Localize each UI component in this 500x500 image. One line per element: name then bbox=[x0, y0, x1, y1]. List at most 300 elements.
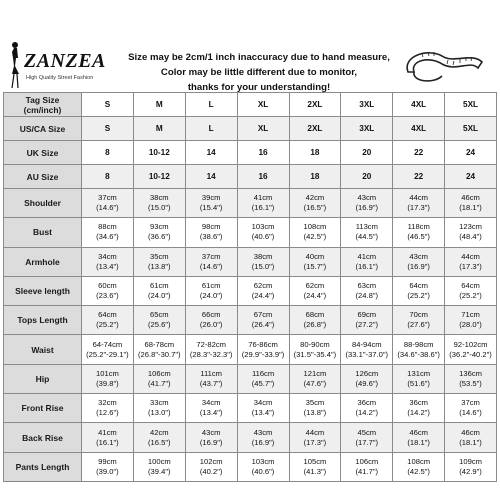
inch-value: (27.2") bbox=[355, 320, 379, 330]
cm-value: 43cm bbox=[357, 193, 377, 203]
cm-value: 39cm bbox=[201, 193, 221, 203]
measurement-notice bbox=[128, 50, 390, 95]
cm-value: 101cm bbox=[96, 368, 119, 378]
measurement-cell bbox=[393, 247, 445, 276]
measuring-tape-icon bbox=[398, 42, 486, 88]
cm-value: 67cm bbox=[253, 310, 273, 320]
inch-value: (41.7") bbox=[148, 378, 171, 388]
measurement-cell bbox=[133, 218, 185, 247]
row-header bbox=[4, 117, 82, 141]
inch-value: (16.9") bbox=[199, 437, 223, 447]
measurement-cell bbox=[82, 218, 134, 247]
row-header: Waist bbox=[4, 335, 82, 364]
measurement-cell bbox=[133, 247, 185, 276]
inch-value: (53.5") bbox=[459, 378, 482, 388]
measurement-cell bbox=[237, 218, 289, 247]
inch-value: (15.0") bbox=[251, 261, 275, 271]
inch-value: (15.4") bbox=[199, 203, 223, 213]
size-cell: 18 bbox=[289, 141, 341, 165]
inch-value: (16.5") bbox=[148, 437, 171, 447]
measurement-cell bbox=[289, 394, 341, 423]
measurement-cell bbox=[445, 335, 497, 364]
cm-value: 68cm bbox=[305, 310, 325, 320]
size-cell: 14 bbox=[185, 141, 237, 165]
measurement-row bbox=[4, 335, 497, 364]
inch-value: (33.1"-37.0") bbox=[345, 349, 389, 359]
measurement-cell bbox=[445, 394, 497, 423]
cm-value: 72-82cm bbox=[196, 339, 226, 349]
inch-value: (25.6") bbox=[148, 320, 171, 330]
inch-value: (34.6"-38.6") bbox=[397, 349, 440, 359]
measurement-row bbox=[4, 452, 497, 481]
inch-value: (13.8") bbox=[303, 408, 327, 418]
measurement-cell bbox=[341, 218, 393, 247]
measurement-cell bbox=[185, 276, 237, 305]
measurement-row bbox=[4, 423, 497, 452]
measurement-cell bbox=[237, 423, 289, 452]
size-cell: 4XL bbox=[393, 93, 445, 117]
inch-value: (14.2") bbox=[407, 408, 430, 418]
size-chart-table bbox=[3, 92, 497, 482]
inch-value: (25.2") bbox=[407, 291, 430, 301]
row-header: Armhole bbox=[4, 247, 82, 276]
size-cell: 14 bbox=[185, 165, 237, 189]
cm-value: 35cm bbox=[305, 398, 325, 408]
size-cell: 22 bbox=[393, 165, 445, 189]
inch-value: (13.4") bbox=[199, 408, 223, 418]
row-header: Back Rise bbox=[4, 423, 82, 452]
cm-value: 34cm bbox=[98, 251, 117, 261]
measurement-cell bbox=[237, 452, 289, 481]
inch-value: (36.2"-40.2") bbox=[449, 349, 492, 359]
cm-value: 41cm bbox=[253, 193, 273, 203]
cm-value: 63cm bbox=[357, 281, 377, 291]
cm-value: 64cm bbox=[409, 281, 428, 291]
size-cell: 4XL bbox=[393, 117, 445, 141]
cm-value: 42cm bbox=[305, 193, 325, 203]
inch-value: (16.1") bbox=[96, 437, 119, 447]
size-cell: 2XL bbox=[289, 117, 341, 141]
inch-value: (16.9") bbox=[355, 203, 379, 213]
cm-value: 103cm bbox=[251, 456, 275, 466]
cm-value: 32cm bbox=[98, 398, 117, 408]
size-cell: L bbox=[185, 117, 237, 141]
notice-line-2: Color may be little different due to monitor, bbox=[160, 67, 358, 78]
cm-value: 43cm bbox=[253, 427, 273, 437]
cm-value: 36cm bbox=[409, 398, 428, 408]
inch-value: (41.7") bbox=[355, 466, 379, 476]
cm-value: 69cm bbox=[357, 310, 377, 320]
cm-value: 92-102cm bbox=[453, 339, 488, 349]
measurement-cell bbox=[393, 306, 445, 335]
row-header-line: US/CA Size bbox=[19, 123, 66, 134]
inch-value: (27.6") bbox=[407, 320, 430, 330]
cm-value: 62cm bbox=[253, 281, 273, 291]
inch-value: (49.6") bbox=[355, 378, 379, 388]
inch-value: (46.5") bbox=[407, 232, 430, 242]
size-cell: S bbox=[82, 93, 134, 117]
measurement-cell bbox=[341, 394, 393, 423]
cm-value: 93cm bbox=[150, 222, 169, 232]
row-header: Shoulder bbox=[4, 189, 82, 218]
cm-value: 126cm bbox=[355, 368, 379, 378]
measurement-cell bbox=[82, 394, 134, 423]
measurement-cell bbox=[133, 394, 185, 423]
measurement-cell bbox=[237, 306, 289, 335]
inch-value: (16.1") bbox=[251, 203, 275, 213]
measurement-cell bbox=[185, 364, 237, 393]
inch-value: (26.8"-30.7") bbox=[138, 349, 181, 359]
cm-value: 64cm bbox=[461, 281, 480, 291]
inch-value: (40.2") bbox=[199, 466, 223, 476]
row-header: Hip bbox=[4, 364, 82, 393]
cm-value: 37cm bbox=[201, 251, 221, 261]
header bbox=[0, 0, 500, 92]
measurement-cell bbox=[289, 276, 341, 305]
measurement-cell bbox=[133, 452, 185, 481]
inch-value: (17.3") bbox=[407, 203, 430, 213]
row-header-line: (cm/inch) bbox=[23, 104, 62, 115]
measurement-cell bbox=[82, 335, 134, 364]
cm-value: 41cm bbox=[357, 251, 377, 261]
inch-value: (16.9") bbox=[407, 261, 430, 271]
measurement-cell bbox=[133, 306, 185, 335]
cm-value: 109cm bbox=[459, 456, 482, 466]
cm-value: 108cm bbox=[303, 222, 327, 232]
size-cell: XL bbox=[237, 117, 289, 141]
inch-value: (14.6") bbox=[199, 261, 223, 271]
measurement-cell bbox=[445, 189, 497, 218]
inch-value: (45.7") bbox=[251, 378, 275, 388]
measurement-cell bbox=[393, 364, 445, 393]
row-header: Tops Length bbox=[4, 306, 82, 335]
inch-value: (42.5") bbox=[303, 232, 327, 242]
row-header: Front Rise bbox=[4, 394, 82, 423]
cm-value: 60cm bbox=[98, 281, 117, 291]
inch-value: (26.0") bbox=[199, 320, 223, 330]
size-cell: 24 bbox=[445, 165, 497, 189]
measurement-cell bbox=[445, 218, 497, 247]
cm-value: 42cm bbox=[150, 427, 169, 437]
inch-value: (23.6") bbox=[96, 291, 119, 301]
inch-value: (24.0") bbox=[199, 291, 223, 301]
inch-value: (16.9") bbox=[251, 437, 275, 447]
cm-value: 106cm bbox=[147, 368, 171, 378]
size-cell: XL bbox=[237, 93, 289, 117]
measurement-cell bbox=[341, 423, 393, 452]
size-cell: 16 bbox=[237, 165, 289, 189]
cm-value: 88-98cm bbox=[403, 339, 434, 349]
measurement-row bbox=[4, 276, 497, 305]
cm-value: 34cm bbox=[253, 398, 273, 408]
measurement-cell bbox=[289, 218, 341, 247]
cm-value: 62cm bbox=[305, 281, 325, 291]
measurement-cell bbox=[133, 189, 185, 218]
measurement-cell bbox=[82, 423, 134, 452]
measurement-cell bbox=[393, 335, 445, 364]
measurement-cell bbox=[289, 452, 341, 481]
measurement-row bbox=[4, 218, 497, 247]
row-header-line: Tag Size bbox=[25, 94, 60, 105]
size-cell: S bbox=[82, 117, 134, 141]
inch-value: (44.5") bbox=[355, 232, 379, 242]
cm-value: 44cm bbox=[409, 193, 428, 203]
inch-value: (13.4") bbox=[96, 261, 119, 271]
measurement-cell bbox=[133, 335, 185, 364]
cm-value: 61cm bbox=[150, 281, 169, 291]
measurement-cell bbox=[445, 452, 497, 481]
measurement-cell bbox=[237, 189, 289, 218]
measurement-cell bbox=[237, 394, 289, 423]
measurement-cell bbox=[393, 218, 445, 247]
measurement-cell bbox=[82, 189, 134, 218]
notice-line-3: thanks for your understanding! bbox=[187, 82, 331, 93]
size-cell: 5XL bbox=[445, 93, 497, 117]
inch-value: (24.8") bbox=[355, 291, 379, 301]
inch-value: (26.8") bbox=[303, 320, 327, 330]
inch-value: (39.8") bbox=[96, 378, 119, 388]
inch-value: (39.4") bbox=[148, 466, 171, 476]
measurement-cell bbox=[82, 276, 134, 305]
cm-value: 37cm bbox=[461, 398, 480, 408]
inch-value: (25.2"-29.1") bbox=[86, 349, 129, 359]
cm-value: 41cm bbox=[98, 427, 117, 437]
measurement-cell bbox=[445, 423, 497, 452]
inch-value: (24.0") bbox=[148, 291, 171, 301]
size-cell: 10-12 bbox=[133, 165, 185, 189]
size-cell: M bbox=[133, 117, 185, 141]
size-row bbox=[4, 141, 497, 165]
inch-value: (40.6") bbox=[251, 232, 275, 242]
inch-value: (29.9"-33.9") bbox=[241, 349, 285, 359]
inch-value: (12.6") bbox=[96, 408, 119, 418]
inch-value: (14.6") bbox=[459, 408, 482, 418]
cm-value: 113cm bbox=[355, 222, 378, 232]
inch-value: (13.0") bbox=[148, 408, 171, 418]
cm-value: 70cm bbox=[409, 310, 428, 320]
measurement-cell bbox=[82, 306, 134, 335]
measurement-cell bbox=[185, 452, 237, 481]
inch-value: (42.5") bbox=[407, 466, 430, 476]
measurement-cell bbox=[237, 276, 289, 305]
inch-value: (16.1") bbox=[355, 261, 379, 271]
measurement-cell bbox=[289, 423, 341, 452]
row-header bbox=[4, 165, 82, 189]
row-header: Bust bbox=[4, 218, 82, 247]
inch-value: (28.0") bbox=[459, 320, 482, 330]
measurement-cell bbox=[133, 276, 185, 305]
measurement-cell bbox=[289, 364, 341, 393]
cm-value: 64-74cm bbox=[92, 339, 123, 349]
measurement-cell bbox=[289, 247, 341, 276]
inch-value: (28.3"-32.3") bbox=[189, 349, 233, 359]
cm-value: 34cm bbox=[201, 398, 221, 408]
inch-value: (31.5"-35.4") bbox=[293, 349, 337, 359]
inch-value: (26.4") bbox=[251, 320, 275, 330]
measurement-row bbox=[4, 189, 497, 218]
inch-value: (48.4") bbox=[459, 232, 482, 242]
size-cell: 8 bbox=[82, 165, 134, 189]
cm-value: 43cm bbox=[201, 427, 221, 437]
inch-value: (25.2") bbox=[96, 320, 119, 330]
brand-tagline: High Quality Street Fashion bbox=[26, 75, 94, 81]
size-cell: 20 bbox=[341, 141, 393, 165]
row-header bbox=[4, 93, 82, 117]
inch-value: (39.0") bbox=[96, 466, 119, 476]
inch-value: (17.3") bbox=[303, 437, 327, 447]
measurement-cell bbox=[82, 364, 134, 393]
inch-value: (17.3") bbox=[459, 261, 482, 271]
measurement-cell bbox=[341, 452, 393, 481]
measurement-cell bbox=[393, 452, 445, 481]
measurement-cell bbox=[289, 335, 341, 364]
measurement-cell bbox=[185, 189, 237, 218]
inch-value: (18.1") bbox=[459, 203, 482, 213]
measurement-row bbox=[4, 306, 497, 335]
size-cell: 16 bbox=[237, 141, 289, 165]
measurement-cell bbox=[289, 306, 341, 335]
inch-value: (47.6") bbox=[303, 378, 327, 388]
measurement-cell bbox=[341, 276, 393, 305]
inch-value: (13.4") bbox=[251, 408, 275, 418]
cm-value: 116cm bbox=[251, 368, 275, 378]
size-cell: 18 bbox=[289, 165, 341, 189]
measurement-cell bbox=[82, 247, 134, 276]
cm-value: 103cm bbox=[251, 222, 275, 232]
inch-value: (38.6") bbox=[199, 232, 223, 242]
cm-value: 45cm bbox=[357, 427, 377, 437]
inch-value: (24.4") bbox=[251, 291, 275, 301]
inch-value: (14.6") bbox=[96, 203, 119, 213]
cm-value: 46cm bbox=[461, 427, 480, 437]
measurement-cell bbox=[341, 189, 393, 218]
measurement-cell bbox=[185, 247, 237, 276]
measurement-row bbox=[4, 364, 497, 393]
row-header: Pants Length bbox=[4, 452, 82, 481]
measurement-cell bbox=[185, 218, 237, 247]
row-header-line: AU Size bbox=[26, 171, 59, 182]
cm-value: 98cm bbox=[201, 222, 221, 232]
measurement-cell bbox=[133, 423, 185, 452]
cm-value: 123cm bbox=[459, 222, 482, 232]
cm-value: 108cm bbox=[407, 456, 431, 466]
inch-value: (18.1") bbox=[459, 437, 482, 447]
measurement-cell bbox=[185, 394, 237, 423]
inch-value: (40.6") bbox=[251, 466, 275, 476]
inch-value: (25.2") bbox=[459, 291, 482, 301]
measurement-cell bbox=[341, 364, 393, 393]
row-header bbox=[4, 141, 82, 165]
cm-value: 66cm bbox=[201, 310, 221, 320]
size-cell: M bbox=[133, 93, 185, 117]
inch-value: (41.3") bbox=[303, 466, 327, 476]
size-row bbox=[4, 165, 497, 189]
size-cell: 20 bbox=[341, 165, 393, 189]
cm-value: 40cm bbox=[305, 251, 325, 261]
cm-value: 44cm bbox=[461, 251, 480, 261]
inch-value: (16.5") bbox=[303, 203, 327, 213]
cm-value: 71cm bbox=[461, 310, 480, 320]
size-cell: 10-12 bbox=[133, 141, 185, 165]
brand-logo: ZANZEA bbox=[24, 50, 106, 72]
cm-value: 106cm bbox=[355, 456, 379, 466]
cm-value: 84-94cm bbox=[352, 339, 382, 349]
cm-value: 44cm bbox=[305, 427, 325, 437]
cm-value: 46cm bbox=[409, 427, 428, 437]
inch-value: (13.8") bbox=[148, 261, 171, 271]
cm-value: 65cm bbox=[150, 310, 169, 320]
size-cell: 24 bbox=[445, 141, 497, 165]
size-row bbox=[4, 117, 497, 141]
size-cell: 8 bbox=[82, 141, 134, 165]
cm-value: 43cm bbox=[409, 251, 428, 261]
cm-value: 35cm bbox=[150, 251, 169, 261]
measurement-cell bbox=[445, 306, 497, 335]
inch-value: (15.7") bbox=[303, 261, 327, 271]
size-cell: 3XL bbox=[341, 93, 393, 117]
measurement-cell bbox=[393, 276, 445, 305]
cm-value: 61cm bbox=[201, 281, 221, 291]
measurement-cell bbox=[185, 335, 237, 364]
cm-value: 102cm bbox=[199, 456, 223, 466]
measurement-cell bbox=[341, 306, 393, 335]
inch-value: (24.4") bbox=[303, 291, 327, 301]
measurement-row bbox=[4, 394, 497, 423]
row-header-line: UK Size bbox=[26, 147, 59, 158]
row-header: Sleeve length bbox=[4, 276, 82, 305]
measurement-cell bbox=[82, 452, 134, 481]
measurement-cell bbox=[445, 247, 497, 276]
inch-value: (18.1") bbox=[407, 437, 430, 447]
cm-value: 46cm bbox=[461, 193, 480, 203]
size-row bbox=[4, 93, 497, 117]
measurement-cell bbox=[237, 247, 289, 276]
inch-value: (17.7") bbox=[355, 437, 379, 447]
cm-value: 121cm bbox=[303, 368, 327, 378]
cm-value: 136cm bbox=[459, 368, 482, 378]
size-cell: L bbox=[185, 93, 237, 117]
cm-value: 68-78cm bbox=[144, 339, 175, 349]
inch-value: (43.7") bbox=[199, 378, 223, 388]
size-cell: 5XL bbox=[445, 117, 497, 141]
cm-value: 105cm bbox=[303, 456, 327, 466]
inch-value: (42.9") bbox=[459, 466, 482, 476]
cm-value: 88cm bbox=[98, 222, 117, 232]
size-cell: 2XL bbox=[289, 93, 341, 117]
size-cell: 22 bbox=[393, 141, 445, 165]
cm-value: 76-86cm bbox=[248, 339, 278, 349]
cm-value: 64cm bbox=[98, 310, 117, 320]
cm-value: 100cm bbox=[147, 456, 171, 466]
cm-value: 111cm bbox=[200, 368, 223, 378]
inch-value: (51.6") bbox=[407, 378, 430, 388]
measurement-cell bbox=[393, 189, 445, 218]
cm-value: 131cm bbox=[407, 368, 431, 378]
measurement-cell bbox=[237, 335, 289, 364]
woman-silhouette-icon bbox=[6, 40, 22, 90]
measurement-cell bbox=[237, 364, 289, 393]
size-cell: 3XL bbox=[341, 117, 393, 141]
measurement-cell bbox=[341, 247, 393, 276]
measurement-cell bbox=[393, 423, 445, 452]
cm-value: 33cm bbox=[150, 398, 169, 408]
measurement-row bbox=[4, 247, 497, 276]
inch-value: (34.6") bbox=[96, 232, 119, 242]
cm-value: 38cm bbox=[150, 193, 169, 203]
measurement-cell bbox=[133, 364, 185, 393]
measurement-cell bbox=[289, 189, 341, 218]
measurement-cell bbox=[185, 306, 237, 335]
